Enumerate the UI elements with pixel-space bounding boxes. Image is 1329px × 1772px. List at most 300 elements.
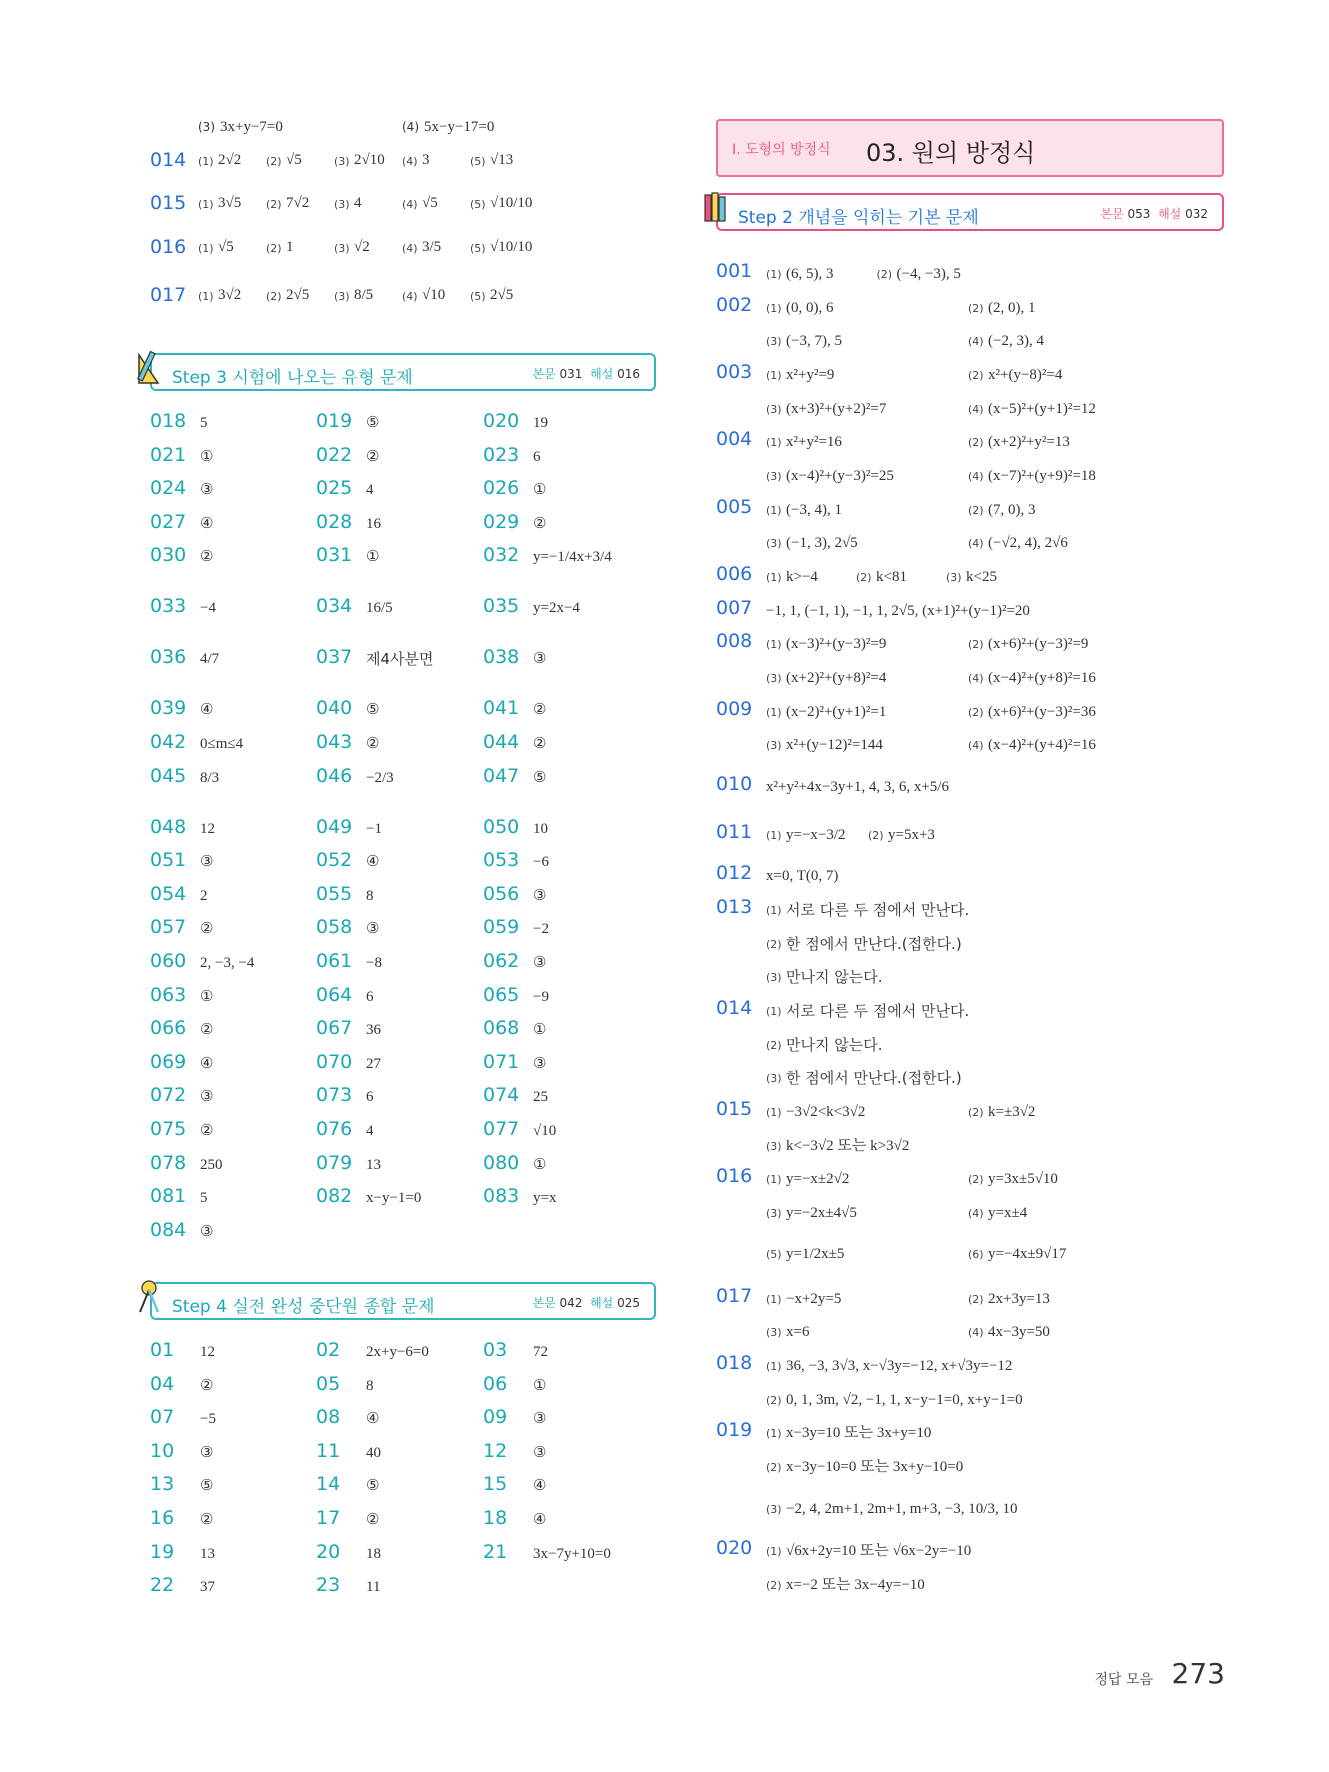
answer-text: ② <box>200 549 214 566</box>
answer-text: ③ <box>533 651 547 668</box>
problem-number: 070 <box>316 1050 353 1073</box>
answer-text: (−2, 3), 4 <box>988 333 1044 349</box>
part-label: (3) <box>198 120 215 134</box>
step4-ref: 본문 042 해설 025 <box>532 1296 640 1310</box>
answer-text: (x−4)²+(y+4)²=16 <box>988 737 1096 753</box>
answer-text: −4 <box>200 600 216 617</box>
problem-number: 029 <box>483 510 520 533</box>
answer-text: y=5x+3 <box>888 827 935 843</box>
part-label: (3) <box>766 335 782 348</box>
answer-text: ④ <box>366 854 380 871</box>
problem-number: 07 <box>150 1406 175 1429</box>
part-label: (2) <box>968 436 984 449</box>
problem-number: 15 <box>483 1473 508 1496</box>
ruler-triangle-icon <box>136 349 162 385</box>
answer-text: 6 <box>533 448 541 465</box>
part-label: (5) <box>470 155 486 168</box>
part-label: (1) <box>766 268 782 281</box>
answer-text: (−1, 3), 2√5 <box>786 535 858 551</box>
answer-text: (x−3)²+(y−3)²=9 <box>786 636 887 652</box>
answer-text: 4 <box>366 482 374 499</box>
answer-text: y=−4x±9√17 <box>988 1246 1067 1262</box>
answer-text: 만나지 않는다. <box>786 1036 883 1054</box>
answer-text: √5 <box>218 239 234 255</box>
problem-number: 063 <box>150 983 187 1006</box>
problem-number: 10 <box>150 1439 175 1462</box>
part-label: (1) <box>766 1360 782 1373</box>
problem-number: 023 <box>483 443 520 466</box>
problem-number: 035 <box>483 595 520 618</box>
problem-number: 052 <box>316 849 353 872</box>
part-label: (3) <box>766 1207 782 1220</box>
answer-text: −2 <box>533 921 549 938</box>
problem-number: 015 <box>716 1098 753 1120</box>
answer-text: (−3, 4), 1 <box>786 502 842 518</box>
answer-text: x=0, T(0, 7) <box>766 868 839 884</box>
problem-number: 001 <box>716 260 753 282</box>
problem-number: 037 <box>316 646 353 669</box>
answer-text: (7, 0), 3 <box>988 502 1036 518</box>
part-label: (3) <box>766 971 782 984</box>
problem-number: 015 <box>150 192 187 214</box>
problem-number: 048 <box>150 815 187 838</box>
answer-text: (x−7)²+(y+9)²=18 <box>988 468 1096 484</box>
problem-number: 021 <box>150 443 187 466</box>
problem-number: 069 <box>150 1050 187 1073</box>
part-label: (4) <box>968 1326 984 1339</box>
part-label: (3) <box>766 1072 782 1085</box>
part-label: (3) <box>766 537 782 550</box>
part-label: (4) <box>402 120 419 134</box>
part-label: (1) <box>766 369 782 382</box>
part-label: (2) <box>968 1106 984 1119</box>
part-label: (2) <box>968 1173 984 1186</box>
answer-text: ② <box>200 1123 214 1139</box>
answer-text: x−3y=10 또는 3x+y=10 <box>786 1425 932 1441</box>
problem-number: 16 <box>150 1507 175 1529</box>
answer-text: (x+6)²+(y−3)²=36 <box>988 704 1096 720</box>
problem-number: 061 <box>316 950 353 972</box>
answer-text: x²+y²=16 <box>786 434 842 450</box>
answer-text: ③ <box>200 1444 214 1461</box>
answer-text: y=1/2x±5 <box>786 1246 845 1262</box>
answer-text: √10/10 <box>490 239 533 255</box>
problem-number: 026 <box>483 477 520 500</box>
answer-text: ① <box>533 1022 547 1039</box>
problem-number: 066 <box>150 1017 187 1040</box>
part-label: (1) <box>198 242 214 255</box>
answer-text: k>−4 <box>786 569 818 585</box>
answer-text: 3x−7y+10=0 <box>533 1545 611 1562</box>
answer-text: 3√5 <box>218 195 242 211</box>
answer-text: 36, −3, 3√3, x−√3y=−12, x+√3y=−12 <box>786 1358 1013 1374</box>
answer-text: x²+(y−12)²=144 <box>786 737 883 753</box>
answer-text: k<25 <box>966 569 997 585</box>
answer-text: 2√5 <box>286 287 310 303</box>
problem-number: 047 <box>483 764 520 787</box>
answer-text: −2, 4, 2m+1, 2m+1, m+3, −3, 10/3, 10 <box>786 1501 1018 1517</box>
problem-number: 11 <box>316 1439 341 1462</box>
answer-text: 18 <box>366 1545 381 1562</box>
answer-text: 2x+y−6=0 <box>366 1344 429 1360</box>
answer-text: √5 <box>286 152 302 168</box>
problem-number: 072 <box>150 1084 187 1107</box>
answer-text: (x−4)²+(y−3)²=25 <box>786 468 894 484</box>
part-label: (1) <box>198 155 214 168</box>
answer-text: 27 <box>366 1055 381 1072</box>
part-label: (4) <box>968 335 984 348</box>
part-label: (3) <box>766 403 782 416</box>
answer-text: ④ <box>533 1478 547 1495</box>
problem-number: 024 <box>150 477 187 500</box>
part-label: (2) <box>968 369 984 382</box>
answer-text: (−√2, 4), 2√6 <box>988 535 1068 551</box>
answer-text: 3x+y−7=0 <box>220 119 283 135</box>
part-label: (3) <box>766 1140 782 1153</box>
problem-number: 064 <box>316 983 353 1006</box>
part-label: (1) <box>766 436 782 449</box>
problem-number: 080 <box>483 1151 520 1174</box>
answer-text: ⑤ <box>200 1478 214 1495</box>
answer-text: ⑤ <box>366 702 380 719</box>
answer-text: (2, 0), 1 <box>988 300 1036 316</box>
answer-text: √10 <box>533 1123 557 1139</box>
problem-number: 017 <box>150 284 187 306</box>
part-label: (2) <box>856 571 872 584</box>
problem-number: 040 <box>316 697 353 720</box>
answer-text: y=x±4 <box>988 1205 1028 1221</box>
problem-number: 004 <box>716 428 753 450</box>
part-label: (2) <box>766 1394 782 1407</box>
answer-text: −x+2y=5 <box>786 1291 842 1307</box>
part-label: (1) <box>766 706 782 719</box>
answer-text: 한 점에서 만난다.(접한다.) <box>786 935 962 953</box>
part-label: (4) <box>968 672 984 685</box>
answer-text: 5 <box>200 1190 208 1207</box>
problem-number: 025 <box>316 477 353 500</box>
answer-text: (x+2)²+y²=13 <box>988 434 1070 450</box>
answer-text: ③ <box>533 955 547 971</box>
answer-text: ② <box>533 736 547 752</box>
problem-number: 068 <box>483 1017 520 1040</box>
problem-number: 019 <box>316 410 353 432</box>
answer-text: ② <box>366 1512 380 1528</box>
problem-number: 01 <box>150 1339 175 1361</box>
answer-text: ④ <box>200 515 214 532</box>
answer-text: ⑤ <box>366 1478 380 1495</box>
chapter-title: 03. 원의 방정식 <box>866 139 1036 167</box>
problem-number: 008 <box>716 630 753 652</box>
part-label: (3) <box>766 1326 782 1339</box>
answer-text: −3√2<k<3√2 <box>786 1104 866 1120</box>
answer-text: 2√10 <box>354 152 385 168</box>
part-label: (1) <box>766 1293 782 1306</box>
part-label: (4) <box>968 739 984 752</box>
part-label: (2) <box>968 504 984 517</box>
answer-text: 7√2 <box>286 195 310 211</box>
problem-number: 03 <box>483 1339 508 1361</box>
part-label: (5) <box>766 1248 782 1261</box>
problem-number: 13 <box>150 1473 175 1496</box>
part-label: (2) <box>868 829 884 842</box>
step2-ref: 본문 053 해설 032 <box>1100 207 1208 221</box>
answer-text: 5 <box>200 415 208 431</box>
part-label: (1) <box>766 504 782 517</box>
answer-text: ① <box>366 549 380 566</box>
part-label: (1) <box>766 571 782 584</box>
answer-text: ③ <box>533 1411 547 1428</box>
step3-header <box>150 353 656 391</box>
answer-text: (x+3)²+(y+2)²=7 <box>786 401 887 417</box>
part-label: (4) <box>968 1207 984 1220</box>
answer-text: x−3y−10=0 또는 3x+y−10=0 <box>786 1459 964 1475</box>
answer-text: 10 <box>533 820 548 837</box>
answer-text: 6 <box>366 1089 374 1106</box>
answer-text: 11 <box>366 1579 381 1596</box>
answer-text: 8/3 <box>200 769 220 786</box>
answer-text: 12 <box>200 1344 215 1360</box>
answer-text: ④ <box>533 1512 547 1528</box>
step4-title: Step 4 실전 완성 중단원 종합 문제 <box>172 1297 435 1317</box>
answer-text: ③ <box>533 1444 547 1461</box>
part-label: (1) <box>766 302 782 315</box>
problem-number: 016 <box>150 236 187 258</box>
answer-text: k<−3√2 또는 k>3√2 <box>786 1138 910 1154</box>
answer-text: (−4, −3), 5 <box>896 266 961 282</box>
problem-number: 017 <box>716 1285 753 1307</box>
answer-text: 12 <box>200 820 215 837</box>
answer-text: x−y−1=0 <box>366 1190 422 1207</box>
answer-text: ① <box>200 448 214 465</box>
problem-number: 081 <box>150 1185 187 1208</box>
problem-number: 17 <box>316 1507 341 1529</box>
answer-text: 1 <box>286 239 294 255</box>
part-label: (1) <box>766 638 782 651</box>
part-label: (3) <box>766 1503 782 1516</box>
answer-text: ③ <box>200 482 214 499</box>
answer-text: 3√2 <box>218 287 242 303</box>
answer-text: 3/5 <box>422 239 442 255</box>
answer-text: −8 <box>366 955 382 971</box>
problem-number: 09 <box>483 1406 508 1429</box>
footer-label: 정답 모음 <box>1094 1672 1153 1688</box>
problem-number: 011 <box>716 821 753 843</box>
answer-text: 4x−3y=50 <box>988 1324 1050 1340</box>
problem-number: 005 <box>716 496 753 518</box>
problem-number: 083 <box>483 1185 520 1208</box>
problem-number: 012 <box>716 862 753 884</box>
step2-title: Step 2 개념을 익히는 기본 문제 <box>738 208 979 228</box>
problem-number: 056 <box>483 882 520 905</box>
problem-number: 055 <box>316 882 353 905</box>
answer-text: −5 <box>200 1411 216 1428</box>
problem-number: 050 <box>483 815 520 838</box>
answer-text: 2√5 <box>490 287 514 303</box>
answer-text: ② <box>533 702 547 719</box>
books-icon <box>702 189 728 225</box>
answer-text: (x−5)²+(y+1)²=12 <box>988 401 1096 417</box>
answer-text: ③ <box>366 921 380 938</box>
problem-number: 009 <box>716 698 753 720</box>
problem-number: 002 <box>716 294 753 316</box>
answer-text: √6x+2y=10 또는 √6x−2y=−10 <box>786 1543 972 1559</box>
answer-text: 6 <box>366 988 374 1005</box>
part-label: (2) <box>266 242 282 255</box>
problem-number: 060 <box>150 950 187 972</box>
answer-text: √13 <box>490 152 514 168</box>
answer-text: ④ <box>200 702 214 719</box>
problem-number: 007 <box>716 597 753 619</box>
answer-text: √5 <box>422 195 438 211</box>
problem-number: 059 <box>483 916 520 939</box>
problem-number: 062 <box>483 950 520 972</box>
part-label: (2) <box>968 706 984 719</box>
answer-text: 4 <box>366 1123 374 1139</box>
part-label: (2) <box>766 1461 782 1474</box>
problem-number: 078 <box>150 1151 187 1174</box>
answer-text: 0≤m≤4 <box>200 736 244 752</box>
problem-number: 039 <box>150 697 187 720</box>
part-label: (4) <box>968 403 984 416</box>
answer-text: y=−x±2√2 <box>786 1171 850 1187</box>
part-label: (4) <box>402 155 418 168</box>
part-label: (5) <box>470 198 486 211</box>
answer-text: √10 <box>422 287 446 303</box>
part-label: (2) <box>766 938 782 951</box>
answer-text: ② <box>200 1022 214 1039</box>
problem-number: 02 <box>316 1339 341 1361</box>
part-label: (4) <box>402 290 418 303</box>
answer-text: 250 <box>200 1156 223 1173</box>
answer-text: ③ <box>200 854 214 871</box>
problem-number: 013 <box>716 896 753 918</box>
answer-text: ① <box>533 1377 547 1394</box>
problem-number: 003 <box>716 361 753 383</box>
part-label: (6) <box>968 1248 984 1261</box>
answer-text: y=−2x±4√5 <box>786 1205 857 1221</box>
answer-text: ③ <box>200 1223 214 1240</box>
compass-icon <box>136 1278 162 1314</box>
part-label: (1) <box>766 1173 782 1186</box>
answer-text: x=−2 또는 3x−4y=−10 <box>786 1577 925 1593</box>
part-label: (2) <box>968 302 984 315</box>
answer-text: ① <box>533 482 547 499</box>
problem-number: 046 <box>316 764 353 787</box>
part-label: (3) <box>946 571 962 584</box>
problem-number: 034 <box>316 595 353 618</box>
answer-text: 25 <box>533 1089 548 1106</box>
answer-text: −9 <box>533 988 549 1005</box>
answer-text: ② <box>200 921 214 938</box>
problem-number: 018 <box>150 410 187 432</box>
part-label: (4) <box>968 537 984 550</box>
answer-text: √2 <box>354 239 370 255</box>
problem-number: 043 <box>316 731 353 753</box>
problem-number: 067 <box>316 1017 353 1040</box>
answer-text: 16/5 <box>366 600 393 617</box>
part-label: (1) <box>766 1005 782 1018</box>
answer-text: y=3x±5√10 <box>988 1171 1058 1187</box>
problem-number: 076 <box>316 1118 353 1140</box>
part-label: (5) <box>470 242 486 255</box>
problem-number: 010 <box>716 773 753 795</box>
answer-text: 37 <box>200 1579 215 1596</box>
answer-text: 16 <box>366 515 381 532</box>
part-label: (1) <box>198 290 214 303</box>
answer-text: 2x+3y=13 <box>988 1291 1050 1307</box>
chapter-unit: Ⅰ. 도형의 방정식 <box>732 142 831 158</box>
problem-number: 020 <box>716 1537 753 1559</box>
part-label: (3) <box>334 155 350 168</box>
answer-text: (x+6)²+(y−3)²=9 <box>988 636 1089 652</box>
answer-text: 제4사분면 <box>366 650 434 669</box>
answer-text: 4/7 <box>200 651 220 668</box>
problem-number: 014 <box>150 149 187 171</box>
answer-text: 만나지 않는다. <box>786 968 883 986</box>
problem-number: 082 <box>316 1185 353 1208</box>
problem-number: 014 <box>716 997 753 1019</box>
answer-text: (−3, 7), 5 <box>786 333 842 349</box>
answer-text: ③ <box>533 1055 547 1072</box>
problem-number: 030 <box>150 544 187 567</box>
problem-number: 016 <box>716 1165 753 1187</box>
problem-number: 06 <box>483 1372 508 1395</box>
problem-number: 058 <box>316 916 353 939</box>
problem-number: 038 <box>483 646 520 669</box>
problem-number: 045 <box>150 764 187 787</box>
problem-number: 022 <box>316 443 353 466</box>
answer-text: (x−4)²+(y+8)²=16 <box>988 670 1096 686</box>
problem-number: 075 <box>150 1118 187 1140</box>
problem-number: 053 <box>483 849 520 872</box>
answer-text: 0, 1, 3m, √2, −1, 1, x−y−1=0, x+y−1=0 <box>786 1392 1023 1408</box>
step3-title: Step 3 시험에 나오는 유형 문제 <box>172 368 413 388</box>
answer-text: y=2x−4 <box>533 600 580 617</box>
answer-text: k<81 <box>876 569 907 585</box>
answer-text: ③ <box>533 887 547 904</box>
problem-number: 084 <box>150 1218 187 1241</box>
problem-number: 04 <box>150 1372 175 1395</box>
part-label: (5) <box>470 290 486 303</box>
answer-text: (0, 0), 6 <box>786 300 834 316</box>
answer-text: y=−x−3/2 <box>786 827 846 843</box>
answer-text: (6, 5), 3 <box>786 266 834 282</box>
answer-text: 서로 다른 두 점에서 만난다. <box>786 901 970 919</box>
answer-text: 2 <box>200 887 208 904</box>
part-label: (2) <box>266 155 282 168</box>
problem-number: 018 <box>716 1352 753 1374</box>
problem-number: 12 <box>483 1439 508 1462</box>
part-label: (1) <box>198 198 214 211</box>
answer-text: y=−1/4x+3/4 <box>533 549 612 566</box>
part-label: (1) <box>766 904 782 917</box>
answer-text: −1, 1, (−1, 1), −1, 1, 2√5, (x+1)²+(y−1)²=20 <box>766 603 1030 619</box>
answer-text: ② <box>533 515 547 532</box>
problem-number: 05 <box>316 1372 341 1395</box>
part-label: (4) <box>402 242 418 255</box>
part-label: (2) <box>876 268 893 281</box>
problem-number: 051 <box>150 849 187 872</box>
part-label: (2) <box>968 1293 984 1306</box>
answer-text: x²+y²+4x−3y+1, 4, 3, 6, x+5/6 <box>766 779 949 795</box>
problem-number: 079 <box>316 1151 353 1174</box>
problem-number: 036 <box>150 646 187 669</box>
part-label: (3) <box>766 470 782 483</box>
problem-number: 065 <box>483 983 520 1006</box>
answer-text: 8 <box>366 1377 374 1394</box>
problem-number: 20 <box>316 1540 341 1563</box>
problem-number: 19 <box>150 1540 175 1563</box>
